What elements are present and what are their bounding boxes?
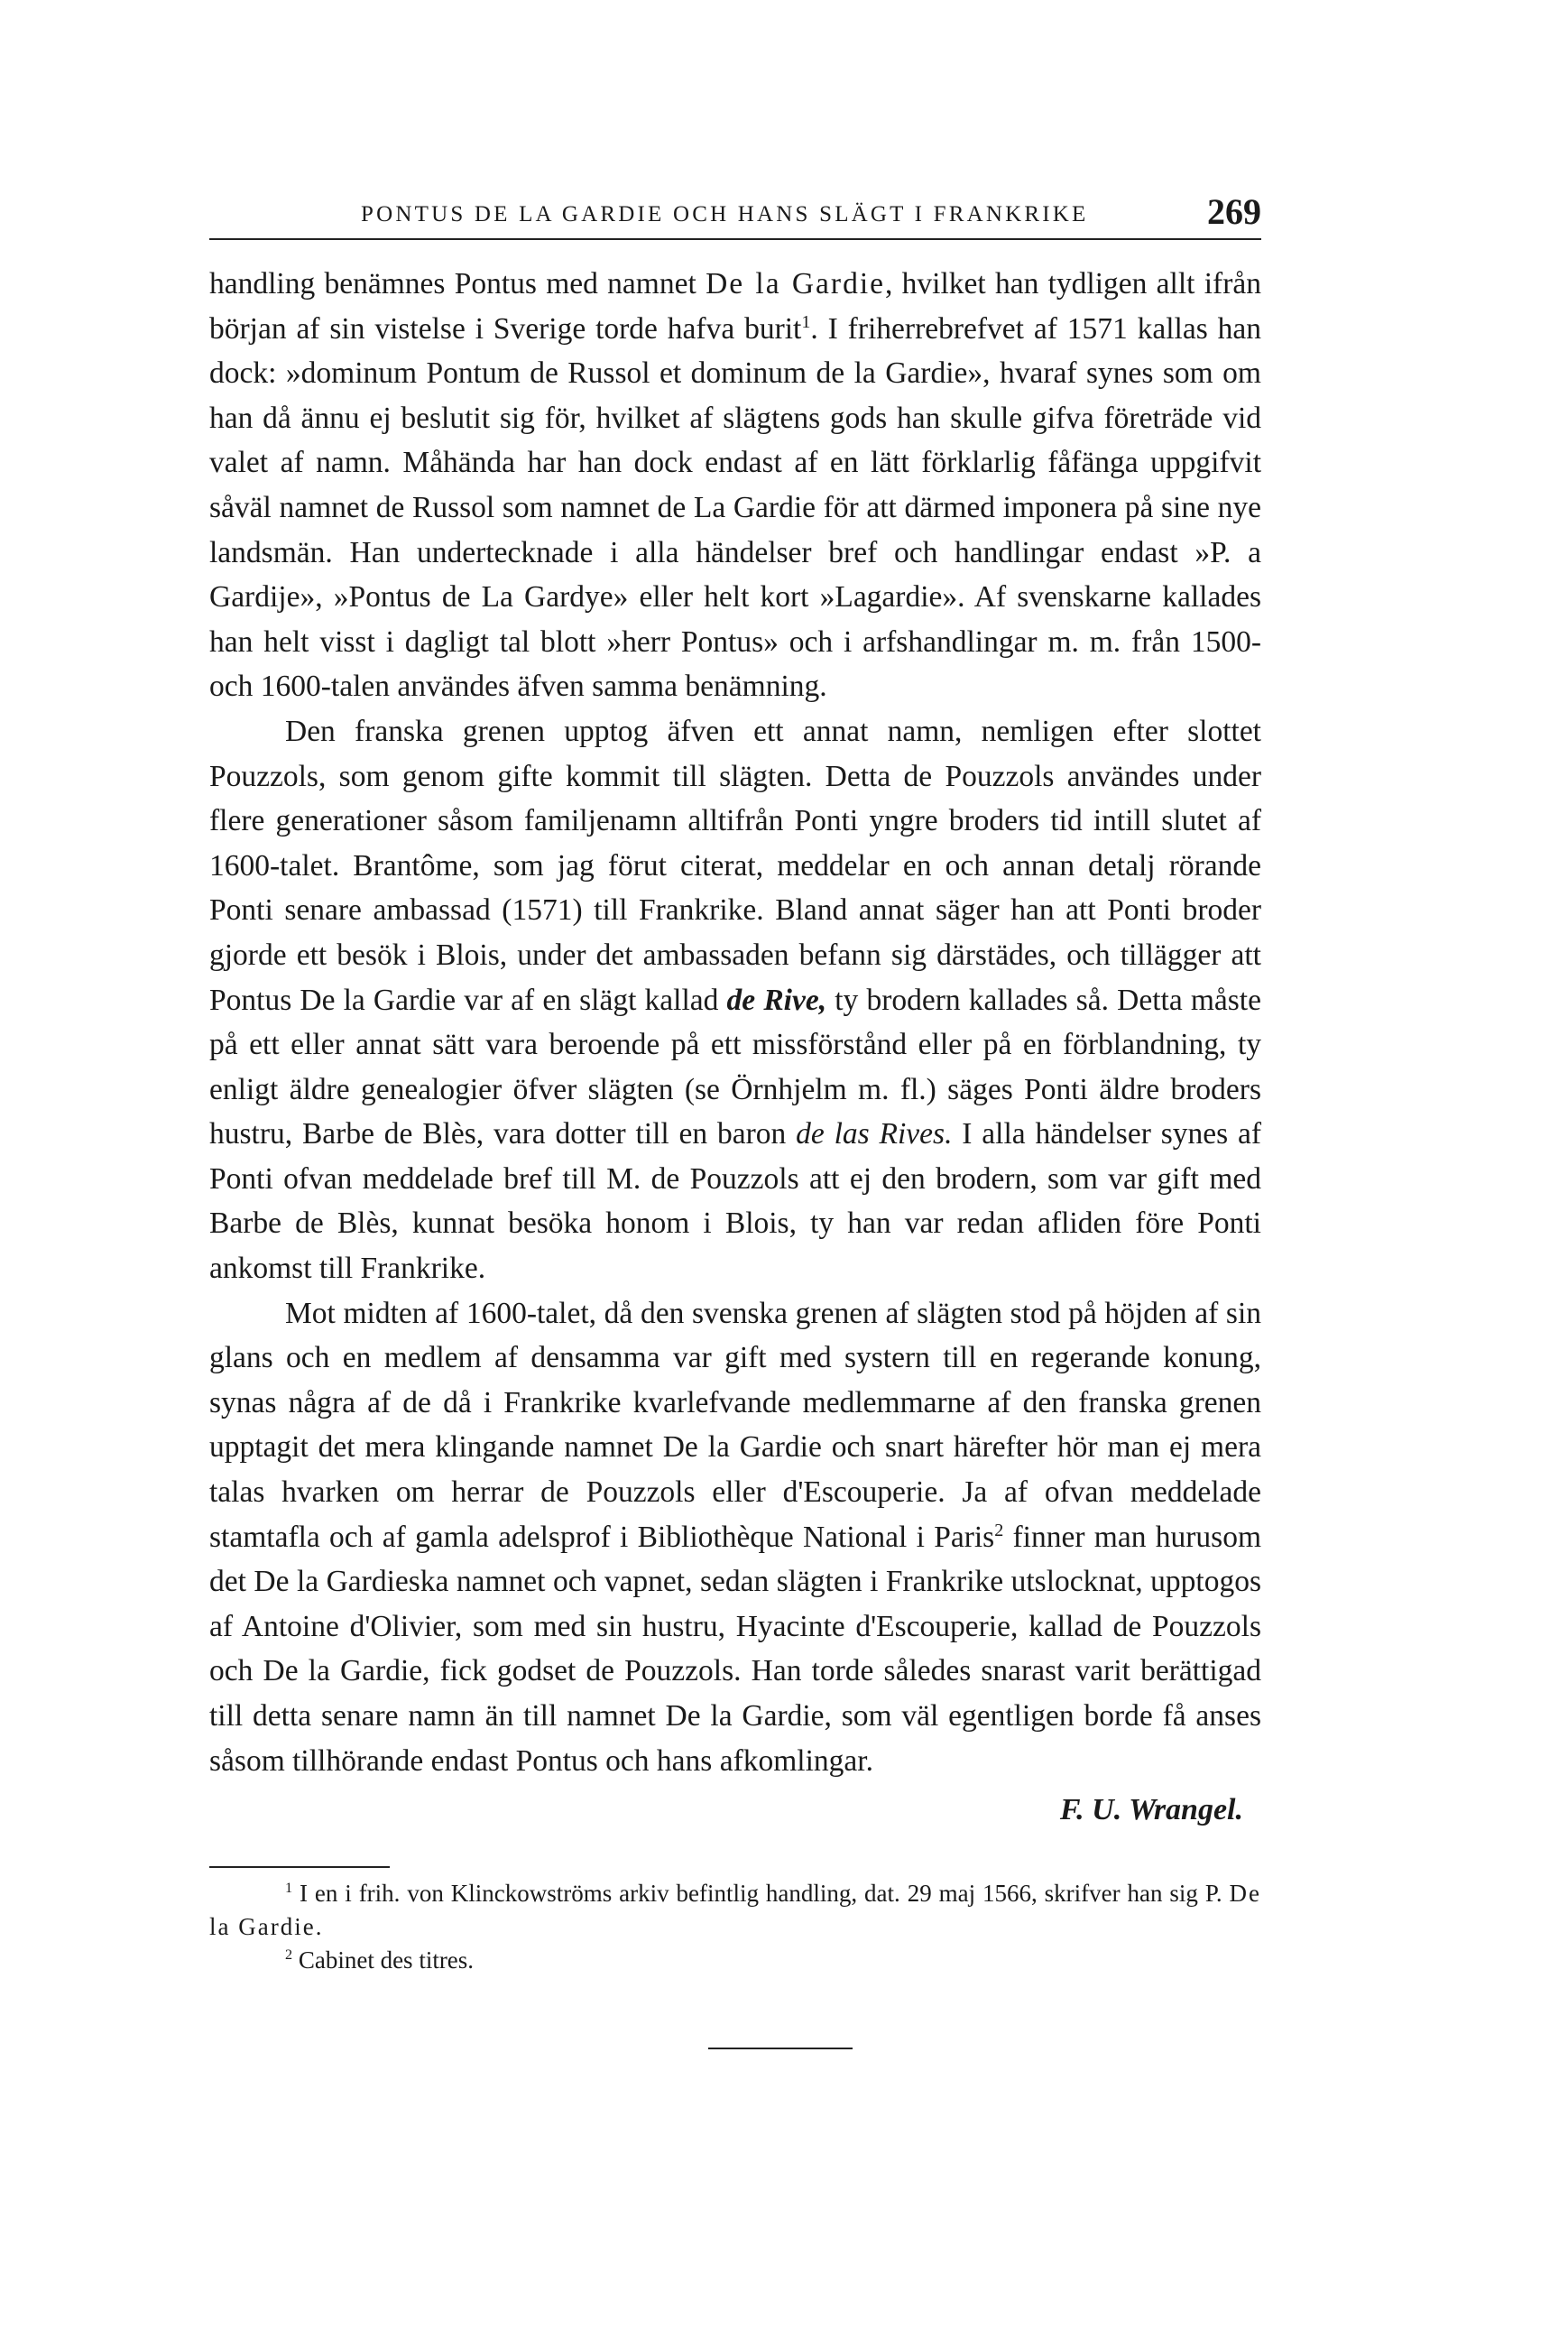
footnote-ref-1: 1 xyxy=(801,311,811,332)
footnote-2-text: Cabinet des titres. xyxy=(292,1946,475,1974)
author-signature: F. U. Wrangel. xyxy=(1059,1793,1243,1827)
footnote-1-text-c: . xyxy=(315,1913,322,1941)
paragraph-3-text-b: finner man hurusom det De la Gardieska namnet och vapnet, sedan slägten i Frankrike utslocknat, upptogos af Antoine d'Olivier, som med sin hustru, Hyacinte d'Escouperie, kallad de Pouzzols och De la Gardie, fick godset de Pouzzols. Han torde således snarast varit berättigad till detta senare namn än till namnet De la Gardie, som väl egentligen borde få anses såsom tillhörande endast Pontus och hans afkomlingar. xyxy=(209,1520,1261,1778)
footnote-divider xyxy=(209,1866,390,1868)
paragraph-2-text-a: Den franska grenen upptog äfven ett annat namn, nemligen efter slottet Pouzzols, som genom gifte kommit till slägten. Detta de Pouzzols användes under flere generationer såsom familjenamn alltifrån Ponti yngre broders tid intill slutet af 1600-talet. Brantôme, som jag förut citerat, meddelar en och annan detalj rörande Ponti senare ambassad (1571) till Frankrike. Bland annat säger han att Ponti broder gjorde ett besök i Blois, under det ambassaden befann sig därstädes, och tillägger att Pontus De la Gardie var af en slägt kallad xyxy=(209,714,1261,1017)
paragraph-2 xyxy=(209,709,1261,1291)
paragraph-2-text-e: I alla händelser synes af Ponti ofvan meddelade bref till M. de Pouzzols att ej den brodern, som var gift med Barbe de Blès, kunnat besöka honom i Blois, ty han var redan afliden före Ponti ankomst till Frankrike. xyxy=(209,1117,1262,1286)
name-de-las-rives: de las Rives. xyxy=(796,1117,953,1151)
paragraph-3 xyxy=(209,1291,1261,1784)
document-page xyxy=(209,180,1261,2049)
footnote-1 xyxy=(209,1877,1261,1944)
paragraph-1 xyxy=(209,262,1261,709)
end-divider xyxy=(708,2048,853,2049)
body-text xyxy=(209,262,1261,1783)
running-title: PONTUS DE LA GARDIE OCH HANS SLÄGT I FRANKRIKE xyxy=(361,202,1089,227)
paragraph-1-text-d: . I friherrebrefvet af 1571 kallas han dock: »dominum Pontum de Russol et dominum de la Gardie», hvaraf synes som om han då ännu ej beslutit sig för, hvilket af slägtens gods han skulle gifva företräde vid valet af namn. Måhända har han dock endast af en lätt förklarlig fåfänga uppgifvit såväl namnet de Russol som namnet de La Gardie för att därmed imponera på sine nye landsmän. Han undertecknade i alla händelser bref och handlingar endast »P. a Gardije», »Pontus de La Gardye» eller helt kort »Lagardie». Af svenskarne kallades han helt visst i dagligt tal blott »herr Pontus» och i arfshandlingar m. m. från 1500- och 1600-talen användes äfven samma benämning. xyxy=(209,311,1261,704)
footnote-1-mark: 1 xyxy=(285,1880,293,1897)
footnote-2 xyxy=(209,1944,1261,1977)
paragraph-2-text-c: ty brodern kallades så. Detta måste på ett eller annat sätt vara beroende på ett missförstånd eller på en förblandning, ty enligt äldre genealogier öfver slägten (se Örnhjelm m. fl.) säges Ponti äldre broders hustru, Barbe de Blès, vara dotter till en baron xyxy=(209,983,1261,1151)
name-de-rive: de Rive, xyxy=(726,983,827,1017)
running-header xyxy=(209,180,1261,240)
footnote-2-mark: 2 xyxy=(285,1946,293,1964)
paragraph-1-text-c: , hvilket han tydligen allt ifrån början af sin vistelse i Sverige torde hafva burit xyxy=(209,267,1261,346)
paragraph-3-text-a: Mot midten af 1600-talet, då den svenska grenen af slägten stod på höjden af sin glans och en medlem af densamma var gift med systern till en regerande konung, synas några af de då i Frankrike kvarlefvande medlemmarne af den franska grenen upptagit det mera klingande namnet De la Gardie och snart härefter hör man ej mera talas hvarken om herrar de Pouzzols eller d'Escouperie. Ja af ofvan meddelade stamtafla och af gamla adelsprof i Bibliothèque National i Paris xyxy=(209,1296,1261,1554)
footnote-1-name: De la Gardie xyxy=(209,1880,1261,1941)
page-number: 269 xyxy=(1207,191,1261,232)
footnotes xyxy=(209,1877,1261,1977)
footnote-1-text-a: I en i frih. von Klinckowströms arkiv befintlig handling, dat. 29 maj 1566, skrifver han sig P. xyxy=(292,1880,1230,1908)
footnote-ref-2: 2 xyxy=(994,1520,1004,1540)
paragraph-1-text-a: handling benämnes Pontus med namnet xyxy=(209,267,706,300)
name-de-la-gardie: De la Gardie xyxy=(706,267,885,300)
